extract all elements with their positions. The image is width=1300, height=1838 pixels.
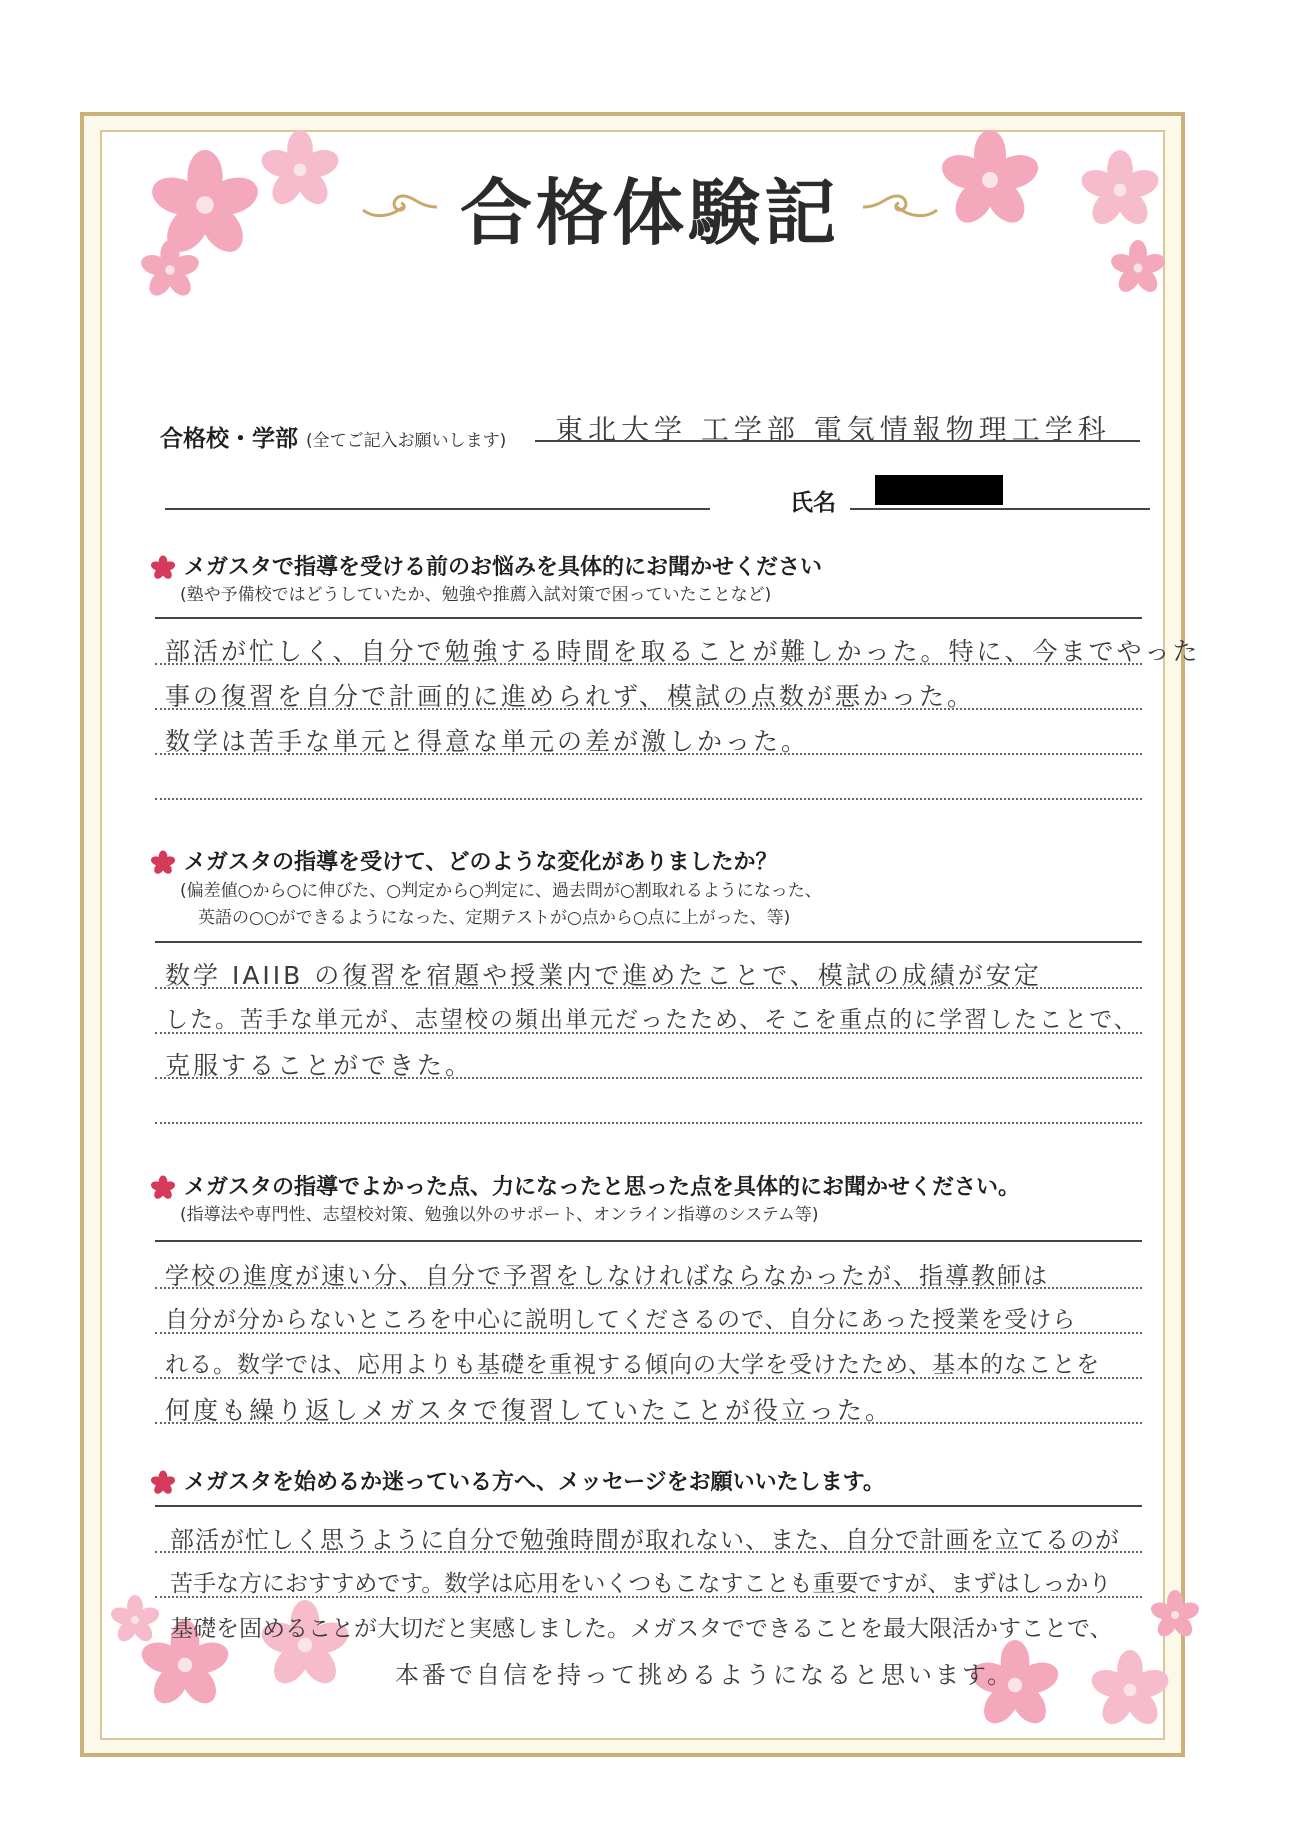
redacted-name <box>875 475 1003 505</box>
title-area <box>0 155 1300 259</box>
blank-underline <box>165 508 710 510</box>
ruled-line <box>155 663 1142 665</box>
question-1-heading <box>150 550 822 581</box>
answer-4-line-3: 基礎を固めることが大切だと実感しました。メガスタでできることを最大限活かすことで、 <box>170 1616 1113 1642</box>
ruled-line <box>155 1122 1142 1124</box>
cherry-blossom-icon <box>1150 1590 1200 1640</box>
answer-1-line-3: 数学は苦手な単元と得意な単元の差が激しかった。 <box>165 727 810 756</box>
answer-2-line-3: 克服することができた。 <box>165 1051 474 1080</box>
ruled-line <box>155 1377 1142 1379</box>
ruled-line <box>155 987 1142 989</box>
answer-2-line-1: 数学 IAIIB の復習を宿題や授業内で進めたことで、模試の成績が安定 <box>165 961 1042 990</box>
section-3-top-line <box>155 1240 1142 1242</box>
answer-4-line-2: 苦手な方におすすめです。数学は応用をいくつもこなすことも重要ですが、まずはしっかり <box>170 1571 1112 1597</box>
cherry-blossom-icon <box>1090 1650 1170 1730</box>
answer-3-line-3: れる。数学では、応用よりも基礎を重視する傾向の大学を受けたため、基本的なことを <box>165 1352 1101 1378</box>
answer-1-line-1: 部活が忙しく、自分で勉強する時間を取ることが難しかった。特に、今までやった <box>165 637 1201 666</box>
question-4-heading <box>150 1465 885 1496</box>
flower-bullet-icon <box>150 555 176 581</box>
question-2-heading <box>150 845 778 876</box>
question-4-text: メガスタを始めるか迷っている方へ、メッセージをお願いいたします。 <box>184 1470 885 1495</box>
school-underline <box>535 440 1140 442</box>
answer-3-line-1: 学校の進度が速い分、自分で予習をしなければならなかったが、指導教師は <box>165 1262 1049 1290</box>
question-1-note: (塾や予備校ではどうしていたか、勉強や推薦入試対策で困っていたことなど) <box>180 585 772 605</box>
page-title: 合格体験記 <box>459 170 840 255</box>
name-underline <box>850 508 1150 510</box>
flower-bullet-icon <box>150 1470 176 1496</box>
ornament-swirl-left-icon <box>359 192 439 222</box>
ruled-line <box>155 798 1142 800</box>
flower-bullet-icon <box>150 850 176 876</box>
section-1-top-line <box>155 617 1142 619</box>
ruled-line <box>155 1422 1142 1424</box>
ruled-line <box>155 753 1142 755</box>
question-3-note: (指導法や専門性、志望校対策、勉強以外のサポート、オンライン指導のシステム等) <box>180 1205 819 1225</box>
school-note: (全てご記入お願いします) <box>306 431 507 451</box>
question-2-note-line-1: (偏差値○から○に伸びた、○判定から○判定に、過去問が○割取れるようになった、 <box>180 881 822 901</box>
ruled-line <box>155 1287 1142 1289</box>
answer-2-line-2: した。苦手な単元が、志望校の頻出単元だったため、そこを重点的に学習したことで、 <box>165 1007 1139 1033</box>
school-field-label <box>160 420 506 453</box>
question-3-text: メガスタの指導でよかった点、力になったと思った点を具体的にお聞かせください。 <box>184 1175 1021 1200</box>
ruled-line <box>155 1332 1142 1334</box>
question-2-note-line-2: 英語の○○ができるようになった、定期テストが○点から○点に上がった、等) <box>198 908 791 928</box>
section-2-top-line <box>155 941 1142 943</box>
ornament-swirl-right-icon <box>861 192 941 222</box>
answer-3-line-4: 何度も繰り返しメガスタで復習していたことが役立った。 <box>165 1396 894 1425</box>
flower-bullet-icon <box>150 1175 176 1201</box>
ruled-line <box>155 1551 1142 1553</box>
question-3-heading <box>150 1170 1020 1201</box>
school-value: 東北大学 工学部 電気情報物理工学科 <box>555 413 1111 446</box>
ruled-line <box>155 1032 1142 1034</box>
school-label: 合格校・学部 <box>160 426 298 452</box>
certificate-frame-inner <box>100 130 1165 1740</box>
cherry-blossom-icon <box>110 1595 160 1645</box>
name-label: 氏名 <box>790 490 836 516</box>
section-4-top-line <box>155 1505 1142 1507</box>
ruled-line <box>155 1077 1142 1079</box>
question-2-text: メガスタの指導を受けて、どのような変化がありましたか？ <box>184 850 778 875</box>
answer-3-line-2: 自分が分からないところを中心に説明してくださるので、自分にあった授業を受けら <box>165 1307 1077 1333</box>
ruled-line <box>155 708 1142 710</box>
answer-4-line-4: 本番で自信を持って挑めるようになると思います。 <box>395 1661 1015 1689</box>
answer-4-line-1: 部活が忙しく思うように自分で勉強時間が取れない、また、自分で計画を立てるのが <box>170 1526 1120 1554</box>
question-1-text: メガスタで指導を受ける前のお悩みを具体的にお聞かせください <box>184 555 823 580</box>
answer-1-line-2: 事の復習を自分で計画的に進められず、模試の点数が悪かった。 <box>165 682 976 711</box>
ruled-line <box>155 1596 1142 1598</box>
